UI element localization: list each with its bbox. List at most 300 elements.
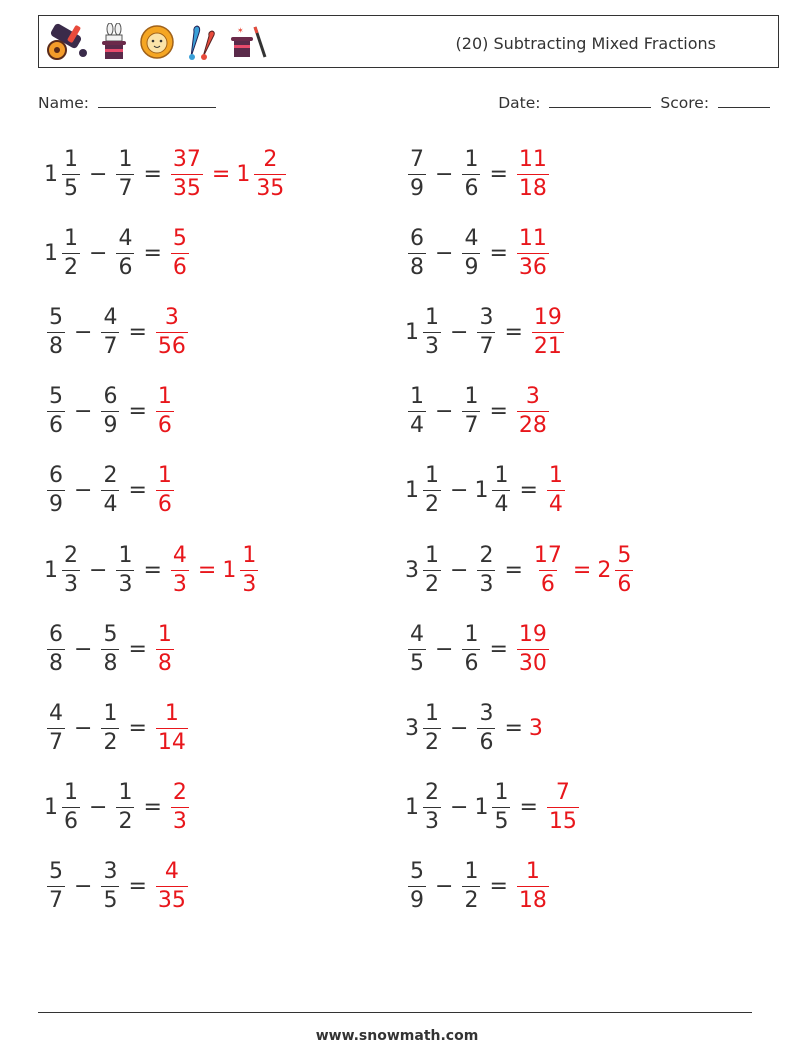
answer-numerator: 3 <box>164 304 179 330</box>
equals-sign: = <box>128 399 147 425</box>
answer <box>514 225 552 280</box>
subtrahend-fraction <box>477 700 495 755</box>
subtrahend-numerator: 4 <box>464 225 479 251</box>
subtrahend-denominator: 9 <box>103 413 118 439</box>
problem-item <box>405 539 636 601</box>
minus-sign: − <box>74 636 93 662</box>
answer-numerator: 1 <box>157 621 172 647</box>
minuend-numerator: 6 <box>410 225 424 251</box>
answer <box>514 621 552 676</box>
minuend-whole: 1 <box>44 161 58 187</box>
problem-item <box>44 222 192 284</box>
magic-hat-wand-icon <box>229 23 269 61</box>
subtrahend-fraction <box>462 146 480 201</box>
answer-numerator: 2 <box>172 780 187 806</box>
minuend-fraction <box>47 700 65 755</box>
subtrahend-mixed-number <box>98 621 122 676</box>
problem-item <box>405 856 552 918</box>
minuend-denominator: 9 <box>49 492 63 518</box>
minus-sign: − <box>450 715 469 741</box>
subtrahend-mixed-number <box>474 782 513 833</box>
minus-sign: − <box>450 795 469 821</box>
answer-fraction <box>156 304 188 359</box>
answer <box>168 146 289 201</box>
minuend-fraction <box>423 782 441 833</box>
answer-numerator: 1 <box>157 384 172 410</box>
answer-denominator: 56 <box>157 333 186 359</box>
answer-denominator: 3 <box>172 809 187 835</box>
subtrahend-mixed-number <box>474 304 498 359</box>
subtrahend-mixed-number <box>113 782 137 833</box>
subtrahend-denominator: 3 <box>118 571 133 597</box>
answer-denominator: 28 <box>518 413 547 439</box>
subtrahend-fraction <box>462 861 480 912</box>
equals-sign: = <box>143 240 162 266</box>
subtrahend-numerator: 2 <box>479 542 494 568</box>
minuend-denominator: 9 <box>410 175 424 201</box>
answer-numerator: 11 <box>518 225 547 251</box>
subtrahend-denominator: 7 <box>118 175 133 201</box>
answer-mixed-number <box>529 542 567 597</box>
subtrahend-mixed-number <box>98 861 122 912</box>
answer-mixed-number <box>153 621 177 676</box>
minuend-mixed-number <box>405 782 444 833</box>
name-blank[interactable] <box>98 94 216 108</box>
answer <box>514 146 552 201</box>
subtrahend-fraction <box>492 465 510 516</box>
subtrahend-fraction <box>116 225 134 280</box>
answer <box>529 542 636 597</box>
minuend-fraction <box>408 621 426 676</box>
equals-sign: = <box>128 478 147 504</box>
answer-denominator: 6 <box>157 492 172 518</box>
minuend-fraction <box>408 146 426 201</box>
minuend-denominator: 8 <box>49 333 63 359</box>
minuend-denominator: 9 <box>410 888 424 914</box>
answer-mixed-number <box>168 225 192 280</box>
minuend-denominator: 8 <box>410 254 424 280</box>
answer-denominator: 30 <box>518 650 547 676</box>
minus-sign: − <box>89 161 108 187</box>
subtrahend-numerator: 6 <box>103 384 118 410</box>
minuend-numerator: 4 <box>49 700 63 726</box>
answer-numerator: 37 <box>172 146 201 172</box>
minus-sign: − <box>74 478 93 504</box>
minuend-whole: 1 <box>44 240 58 266</box>
minuend-mixed-number <box>405 861 429 912</box>
minuend-numerator: 6 <box>49 621 63 647</box>
answer-mixed-number <box>153 386 177 437</box>
answer-fraction <box>532 304 564 359</box>
minuend-numerator: 1 <box>425 304 439 330</box>
minuend-fraction <box>47 861 65 912</box>
subtrahend-fraction <box>116 146 134 201</box>
minuend-numerator: 1 <box>64 225 78 251</box>
answer-fraction <box>517 225 549 280</box>
worksheet-title: (20) Subtracting Mixed Fractions <box>455 34 716 53</box>
answer-numerator: 1 <box>164 700 179 726</box>
subtrahend-denominator: 2 <box>118 809 133 835</box>
minuend-fraction <box>47 465 65 516</box>
subtrahend-fraction <box>116 782 134 833</box>
minuend-mixed-number <box>405 304 444 359</box>
minuend-mixed-number <box>44 225 83 280</box>
answer-denominator: 4 <box>548 492 563 518</box>
subtrahend-mixed-number <box>459 861 483 912</box>
answer-numerator: 19 <box>518 621 547 647</box>
subtrahend-mixed-number <box>113 146 137 201</box>
minuend-fraction <box>62 542 80 597</box>
minuend-mixed-number <box>405 465 444 516</box>
answer-fraction <box>517 621 549 676</box>
problem-item <box>44 777 192 839</box>
minuend-denominator: 2 <box>425 729 439 755</box>
equals-sign: = <box>143 161 162 187</box>
answer-fraction <box>156 621 174 676</box>
subtrahend-whole: 1 <box>474 795 489 821</box>
minuend-whole: 1 <box>405 319 419 345</box>
answer-fraction <box>171 225 189 280</box>
minuend-fraction <box>423 542 441 597</box>
answer-mixed-number <box>168 146 206 201</box>
equals-sign: = <box>504 715 523 741</box>
minuend-mixed-number <box>44 621 68 676</box>
equals-sign: = <box>143 795 162 821</box>
minuend-numerator: 4 <box>410 621 424 647</box>
subtrahend-fraction <box>101 621 119 676</box>
minuend-whole: 1 <box>44 557 58 583</box>
answer-numerator: 1 <box>157 463 172 489</box>
subtrahend-denominator: 7 <box>479 333 494 359</box>
minuend-mixed-number <box>405 542 444 597</box>
score-field <box>660 94 770 112</box>
juggling-clubs-icon <box>185 23 219 61</box>
equals-sign: = <box>489 874 508 900</box>
minuend-numerator: 1 <box>425 463 439 489</box>
answer-mixed-number <box>514 386 552 437</box>
answer-denominator: 6 <box>540 571 555 597</box>
answer-fraction <box>517 861 549 912</box>
answer-numerator: 11 <box>518 146 547 172</box>
answer-numerator: 4 <box>164 859 179 885</box>
footer-divider <box>38 1012 752 1013</box>
equals-sign: = <box>489 161 508 187</box>
minuend-fraction <box>408 861 426 912</box>
answer <box>514 861 552 912</box>
subtrahend-numerator: 4 <box>103 304 118 330</box>
subtrahend-denominator: 6 <box>464 650 479 676</box>
problem-item <box>405 381 552 443</box>
minuend-denominator: 5 <box>410 650 424 676</box>
answer-numerator: 19 <box>533 304 562 330</box>
minus-sign: − <box>89 557 108 583</box>
equals-sign: = <box>128 715 147 741</box>
answer-equals-sign: = <box>572 557 592 583</box>
minuend-mixed-number <box>405 225 429 280</box>
minuend-numerator: 1 <box>425 700 439 726</box>
subtrahend-mixed-number <box>474 465 513 516</box>
answer-numerator: 1 <box>525 859 540 885</box>
subtrahend-fraction <box>462 621 480 676</box>
answer <box>529 304 567 359</box>
answer-simplified-fraction <box>254 146 286 201</box>
minuend-numerator: 7 <box>410 146 424 172</box>
answer <box>153 304 191 359</box>
minuend-numerator: 2 <box>425 780 439 806</box>
worksheet-header <box>38 15 779 68</box>
equals-sign: = <box>128 319 147 345</box>
equals-sign: = <box>519 478 538 504</box>
answer-equals-sign: = <box>197 557 217 583</box>
subtrahend-numerator: 4 <box>118 225 133 251</box>
answer-simplified-whole: 1 <box>222 557 237 583</box>
minuend-mixed-number <box>405 621 429 676</box>
subtrahend-fraction <box>101 465 119 516</box>
minus-sign: − <box>435 636 454 662</box>
problem-item <box>405 460 568 522</box>
answer <box>153 465 177 516</box>
minuend-whole: 3 <box>405 557 419 583</box>
answer <box>544 465 568 516</box>
answer-denominator: 18 <box>518 888 547 914</box>
answer-denominator: 15 <box>548 809 577 835</box>
subtrahend-denominator: 2 <box>464 888 479 914</box>
subtrahend-mixed-number <box>459 146 483 201</box>
subtrahend-fraction <box>101 386 119 437</box>
answer-simplified-denominator: 3 <box>242 571 257 597</box>
answer-mixed-number <box>514 225 552 280</box>
answer-simplified-numerator: 2 <box>263 146 278 172</box>
answer-fraction <box>532 542 564 597</box>
answer-fraction <box>547 782 579 833</box>
subtrahend-mixed-number <box>459 225 483 280</box>
minuend-fraction <box>62 146 80 201</box>
minus-sign: − <box>435 240 454 266</box>
minus-sign: − <box>74 319 93 345</box>
subtrahend-fraction <box>492 782 510 833</box>
problem-item <box>44 143 289 205</box>
subtrahend-mixed-number <box>98 386 122 437</box>
answer-equals-sign: = <box>211 161 231 187</box>
subtrahend-denominator: 7 <box>464 413 479 439</box>
problem-item <box>44 697 191 759</box>
minuend-mixed-number <box>44 542 83 597</box>
problem-item <box>44 539 261 601</box>
answer-simplified-fraction <box>240 542 258 597</box>
answer-mixed-number <box>168 782 192 833</box>
minuend-denominator: 4 <box>410 413 424 439</box>
problem-item <box>405 222 552 284</box>
equals-sign: = <box>489 636 508 662</box>
minuend-numerator: 1 <box>410 384 424 410</box>
minuend-denominator: 5 <box>64 175 78 201</box>
minuend-denominator: 2 <box>425 571 439 597</box>
subtrahend-fraction <box>101 304 119 359</box>
score-blank[interactable] <box>718 94 770 108</box>
answer-fraction <box>156 465 174 516</box>
answer-denominator: 6 <box>172 254 187 280</box>
minus-sign: − <box>435 399 454 425</box>
minus-sign: − <box>89 240 108 266</box>
minuend-fraction <box>62 225 80 280</box>
minuend-denominator: 6 <box>49 413 63 439</box>
subtrahend-denominator: 4 <box>494 492 509 518</box>
minus-sign: − <box>435 161 454 187</box>
minuend-fraction <box>47 621 65 676</box>
answer-numerator: 4 <box>172 542 187 568</box>
minus-sign: − <box>450 319 469 345</box>
minus-sign: − <box>89 795 108 821</box>
answer-simplified-whole: 1 <box>236 161 251 187</box>
answer-simplified-fraction <box>615 542 633 597</box>
minus-sign: − <box>450 478 469 504</box>
subtrahend-fraction <box>477 542 495 597</box>
answer-mixed-number <box>153 700 191 755</box>
answer <box>153 386 177 437</box>
minuend-mixed-number <box>44 700 68 755</box>
subtrahend-denominator: 8 <box>103 650 118 676</box>
minuend-mixed-number <box>44 304 68 359</box>
answer-mixed-number <box>529 716 544 741</box>
subtrahend-denominator: 7 <box>103 333 118 359</box>
problem-item <box>44 856 191 918</box>
subtrahend-mixed-number <box>113 225 137 280</box>
minuend-numerator: 1 <box>64 780 78 806</box>
header-icons <box>45 20 269 64</box>
minuend-numerator: 5 <box>410 859 424 885</box>
answer <box>529 716 544 741</box>
minuend-fraction <box>408 225 426 280</box>
date-score-fields <box>498 94 770 112</box>
score-label: Score: <box>660 94 710 112</box>
equals-sign: = <box>128 636 147 662</box>
minuend-numerator: 5 <box>49 384 63 410</box>
minuend-denominator: 6 <box>64 809 78 835</box>
answer-denominator: 35 <box>157 888 186 914</box>
minuend-mixed-number <box>44 465 68 516</box>
answer-simplified-numerator: 1 <box>242 542 257 568</box>
answer-whole: 3 <box>528 715 543 741</box>
problem-item <box>405 777 582 839</box>
subtrahend-denominator: 4 <box>103 492 118 518</box>
minuend-numerator: 1 <box>64 146 78 172</box>
problem-item <box>405 301 567 363</box>
subtrahend-mixed-number <box>98 304 122 359</box>
minuend-numerator: 5 <box>49 859 63 885</box>
problem-item <box>44 301 191 363</box>
lion-icon <box>139 23 175 61</box>
minuend-fraction <box>62 782 80 833</box>
answer-numerator: 1 <box>548 463 563 489</box>
subtrahend-numerator: 1 <box>464 146 479 172</box>
answer <box>514 386 552 437</box>
answer-mixed-number <box>168 542 192 597</box>
subtrahend-numerator: 5 <box>103 621 118 647</box>
answer-denominator: 21 <box>533 333 562 359</box>
answer-fraction <box>517 386 549 437</box>
subtrahend-denominator: 5 <box>494 809 509 835</box>
minus-sign: − <box>74 715 93 741</box>
minus-sign: − <box>435 874 454 900</box>
answer-simplified-mixed-number <box>236 146 289 201</box>
date-blank[interactable] <box>549 94 651 108</box>
date-label: Date: <box>498 94 541 112</box>
answer-simplified-mixed-number <box>597 542 636 597</box>
answer <box>168 782 192 833</box>
answer-fraction <box>547 465 565 516</box>
minuend-whole: 1 <box>405 795 419 821</box>
answer-fraction <box>156 700 188 755</box>
equals-sign: = <box>128 874 147 900</box>
answer-mixed-number <box>153 304 191 359</box>
answer-mixed-number <box>153 465 177 516</box>
minuend-numerator: 6 <box>49 463 63 489</box>
answer-simplified-numerator: 5 <box>617 542 632 568</box>
minuend-whole: 1 <box>44 795 58 821</box>
minuend-numerator: 1 <box>425 542 439 568</box>
answer-simplified-denominator: 6 <box>617 571 632 597</box>
equals-sign: = <box>489 399 508 425</box>
subtrahend-numerator: 1 <box>103 700 118 726</box>
minuend-denominator: 2 <box>425 492 439 518</box>
minuend-denominator: 7 <box>49 729 63 755</box>
subtrahend-fraction <box>462 225 480 280</box>
answer <box>153 700 191 755</box>
subtrahend-denominator: 2 <box>103 729 118 755</box>
subtrahend-numerator: 1 <box>464 621 479 647</box>
subtrahend-mixed-number <box>474 700 498 755</box>
answer <box>544 782 582 833</box>
answer-numerator: 17 <box>533 542 562 568</box>
answer-fraction <box>171 146 203 201</box>
subtrahend-numerator: 3 <box>479 700 494 726</box>
subtrahend-denominator: 6 <box>118 254 133 280</box>
subtrahend-denominator: 9 <box>464 254 479 280</box>
minuend-mixed-number <box>44 861 68 912</box>
minuend-denominator: 2 <box>64 254 78 280</box>
answer-simplified-mixed-number <box>222 542 261 597</box>
minuend-whole: 3 <box>405 715 419 741</box>
problem-item <box>44 460 177 522</box>
minuend-denominator: 8 <box>49 650 63 676</box>
subtrahend-numerator: 2 <box>103 463 118 489</box>
answer <box>168 542 261 597</box>
answer-mixed-number <box>529 304 567 359</box>
subtrahend-numerator: 1 <box>118 780 133 806</box>
magic-hat-rabbit-icon <box>99 23 129 61</box>
subtrahend-mixed-number <box>459 621 483 676</box>
minuend-whole: 1 <box>405 478 419 504</box>
answer <box>153 621 177 676</box>
subtrahend-denominator: 6 <box>464 175 479 201</box>
minuend-mixed-number <box>405 386 429 437</box>
answer-numerator: 3 <box>525 384 540 410</box>
subtrahend-mixed-number <box>474 542 498 597</box>
name-field <box>38 94 216 112</box>
answer-numerator: 5 <box>172 225 187 251</box>
answer <box>153 861 191 912</box>
answer-mixed-number <box>514 861 552 912</box>
problem-item <box>405 697 544 759</box>
minus-sign: − <box>450 557 469 583</box>
answer-denominator: 8 <box>157 650 172 676</box>
problem-item <box>44 381 177 443</box>
subtrahend-numerator: 1 <box>464 384 479 410</box>
minuend-denominator: 7 <box>49 888 63 914</box>
minuend-numerator: 2 <box>64 542 78 568</box>
subtrahend-numerator: 1 <box>464 859 479 885</box>
answer-mixed-number <box>544 782 582 833</box>
